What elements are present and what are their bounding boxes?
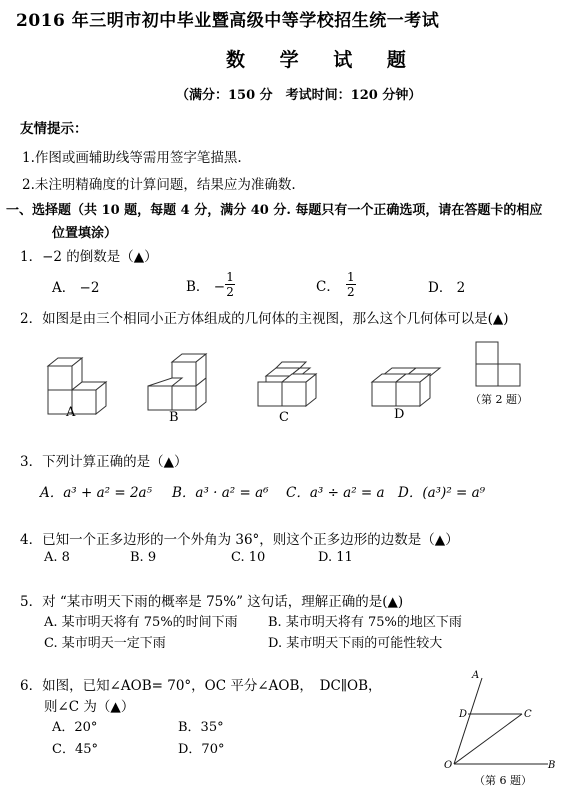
q2-stem: 2．如图是由三个相同小正方体组成的几何体的主视图，那么这个几何体可以是(▲) xyxy=(20,311,509,327)
section-heading: 一、选择题（共 10 题，每题 4 分，满分 40 分. 每题只有一个正确选项，请在答题卡的相应 xyxy=(6,203,543,218)
q6-label-d: D xyxy=(459,709,468,720)
exam-title: 2016 年三明市初中毕业暨高级中等学校招生统一考试 xyxy=(16,11,440,31)
q4-option-b: B. 9 xyxy=(130,550,157,565)
q1-option-c-prefix: C． xyxy=(316,278,340,295)
q6-angle-diagram xyxy=(430,664,570,774)
q1-fraction-b-den: 2 xyxy=(226,285,234,299)
q6-stem: 6．如图，已知∠AOB= 70°，OC 平分∠AOB， DC∥OB， xyxy=(20,678,382,694)
q2-cube-figure-d xyxy=(372,368,440,406)
q6-option-b: B．35° xyxy=(178,720,224,735)
q6-label-b: B xyxy=(548,760,556,771)
q3-option-c: C．a³ ÷ a² = a xyxy=(286,485,385,501)
q6-option-a: A．20° xyxy=(52,720,98,735)
q2-label-d: D xyxy=(394,407,405,422)
q1-fraction-b-num: 1 xyxy=(226,270,234,284)
tip-item-1: 1.作图或画辅助线等需用签字笔描黑. xyxy=(22,150,242,166)
q1-fraction-b xyxy=(225,270,235,299)
q1-option-a: A． −2 xyxy=(52,280,100,296)
q3-option-a: A．a³ + a² = 2a⁵ xyxy=(40,485,153,501)
q4-option-d: D. 11 xyxy=(318,550,353,565)
q6-label-c: C xyxy=(524,709,532,720)
q6-option-c: C．45° xyxy=(52,742,98,757)
q6-bisector-oc xyxy=(454,714,522,764)
q2-label-b: B xyxy=(169,410,179,425)
q4-option-a: A. 8 xyxy=(44,550,70,565)
q2-cube-figure-a xyxy=(48,358,106,414)
exam-subtitle: 数 学 试 题 xyxy=(226,49,420,71)
q1-option-c xyxy=(316,270,356,299)
q6-option-d: D．70° xyxy=(178,742,225,757)
q2-cube-figure-b xyxy=(148,354,206,410)
q5-stem: 5．对 “某市明天下雨的概率是 75%” 这句话，理解正确的是(▲) xyxy=(20,594,404,610)
q5-option-a: A. 某市明天将有 75%的时间下雨 xyxy=(44,615,238,630)
q2-front-view xyxy=(476,342,520,386)
q3-option-d: D．(a³)² = a⁹ xyxy=(398,485,486,501)
q1-stem: 1．−2 的倒数是（▲） xyxy=(20,249,158,265)
q2-label-a: A xyxy=(66,405,76,420)
q2-caption: （第 2 题） xyxy=(470,393,528,406)
q1-fraction-c-num: 1 xyxy=(347,270,355,284)
q1-fraction-c-den: 2 xyxy=(347,285,355,299)
q2-cube-figure-c xyxy=(258,362,316,406)
q1-option-d: D． 2 xyxy=(428,280,466,296)
q5-option-b: B. 某市明天将有 75%的地区下雨 xyxy=(268,615,462,630)
q6-label-o: O xyxy=(444,760,453,771)
exam-info: （满分：150 分 考试时间：120 分钟） xyxy=(176,88,422,103)
q6-stem-line2: 则∠C 为（▲） xyxy=(44,699,135,715)
q1-option-b-prefix: B． − xyxy=(186,278,226,295)
q5-option-c: C. 某市明天一定下雨 xyxy=(44,636,166,651)
q6-label-a: A xyxy=(472,670,480,681)
q2-figures xyxy=(0,336,583,436)
q2-label-c: C xyxy=(279,410,289,425)
q3-stem: 3．下列计算正确的是（▲） xyxy=(20,454,188,470)
q6-ray-oa xyxy=(454,678,482,764)
q5-option-d: D. 某市明天下雨的可能性较大 xyxy=(268,636,443,651)
q4-stem: 4．已知一个正多边形的一个外角为 36°，则这个正多边形的边数是（▲） xyxy=(20,532,459,548)
q3-option-b: B．a³ · a² = a⁶ xyxy=(172,485,269,501)
tip-item-2: 2.未注明精确度的计算问题，结果应为准确数. xyxy=(22,177,296,193)
q4-option-c: C. 10 xyxy=(231,550,266,565)
section-heading-cont: 位置填涂） xyxy=(52,226,118,241)
q6-caption: （第 6 题） xyxy=(474,774,532,787)
q1-fraction-c xyxy=(346,270,356,299)
q1-option-b xyxy=(186,270,235,299)
tips-heading: 友情提示： xyxy=(20,121,88,137)
